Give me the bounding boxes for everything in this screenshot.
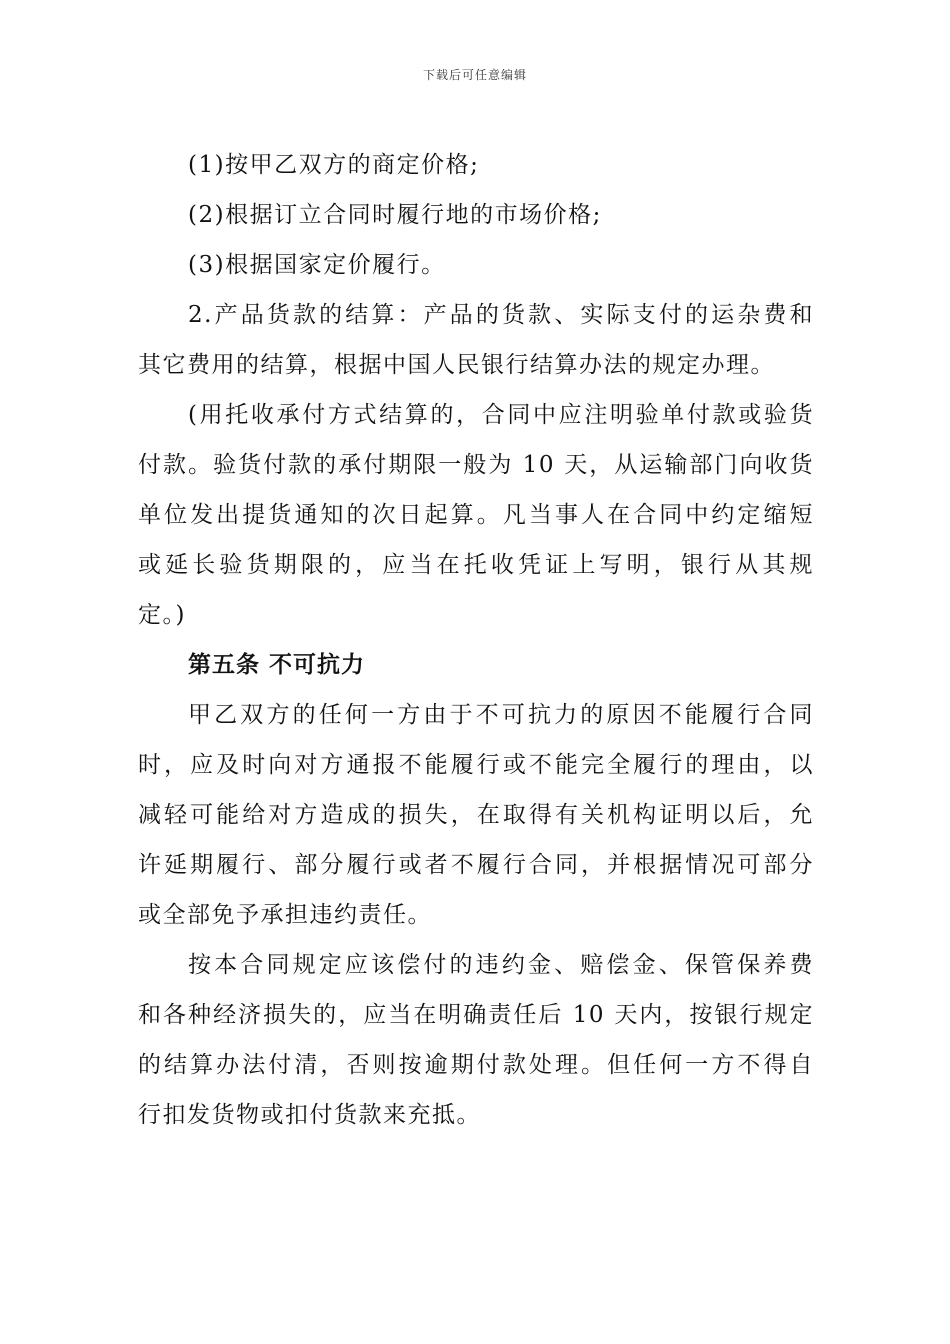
settlement-line-2: 其它费用的结算，根据中国人民银行结算办法的规定办理。 (138, 352, 775, 378)
force-majeure-line-2: 时，应及时向对方通报不能履行或不能完全履行的理由，以 (138, 752, 814, 778)
force-majeure-line-4: 许延期履行、部分履行或者不履行合同，并根据情况可部分 (138, 852, 814, 878)
note-line-4: 或延长验货期限的，应当在托收凭证上写明，银行从其规 (138, 552, 814, 578)
price-item-3: (3)根据国家定价履行。 (188, 252, 446, 278)
payment-line-3: 的结算办法付清，否则按逾期付款处理。但任何一方不得自 (138, 1052, 814, 1078)
price-item-1: (1)按甲乙双方的商定价格; (188, 152, 480, 178)
force-majeure-line-5: 或全部免予承担违约责任。 (138, 902, 432, 928)
force-majeure-line-1: 甲乙双方的任何一方由于不可抗力的原因不能履行合同 (188, 702, 814, 728)
force-majeure-paragraph (138, 690, 814, 940)
note-line-5: 定。) (138, 602, 186, 628)
payment-line-1: 按本合同规定应该偿付的违约金、赔偿金、保管保养费 (188, 952, 814, 978)
article-5-heading: 第五条 不可抗力 (188, 652, 366, 678)
payment-line-2: 和各种经济损失的，应当在明确责任后 10 天内，按银行规定 (138, 1002, 814, 1028)
payment-paragraph (138, 940, 814, 1140)
note-line-2: 付款。验货付款的承付期限一般为 10 天，从运输部门向收货 (138, 452, 814, 478)
settlement-line-1: 2.产品货款的结算：产品的货款、实际支付的运杂费和 (188, 302, 814, 328)
settlement-paragraph (138, 290, 814, 390)
payment-line-4: 行扣发货物或扣付货款来充抵。 (138, 1102, 481, 1128)
page-header: 下载后可任意编辑 (422, 68, 527, 82)
note-line-3: 单位发出提货通知的次日起算。凡当事人在合同中约定缩短 (138, 502, 814, 528)
document-body (138, 140, 814, 1140)
force-majeure-line-3: 减轻可能给对方造成的损失，在取得有关机构证明以后，允 (138, 802, 814, 828)
note-paragraph (138, 390, 814, 640)
price-item-2: (2)根据订立合同时履行地的市场价格; (188, 202, 602, 228)
note-line-1: (用托收承付方式结算的，合同中应注明验单付款或验货 (188, 402, 814, 428)
